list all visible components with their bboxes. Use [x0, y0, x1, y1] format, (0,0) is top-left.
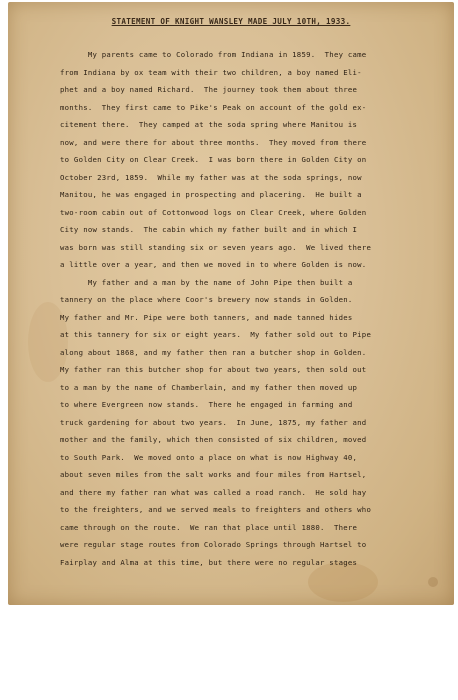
- text-line: to where Evergreen now stands. There he engaged in farming and: [60, 400, 353, 409]
- text-line: Fairplay and Alma at this time, but there were no regular stages: [60, 557, 358, 567]
- text-line: at this tannery for six or eight years. My father sold out to Pipe: [60, 330, 372, 339]
- text-line: months. They first came to Pike's Peak on account of the gold ex-: [60, 102, 367, 112]
- text-line: along about 1868, and my father then ran a butcher shop in Golden.: [60, 347, 367, 357]
- text-line: mother and the family, which then consisted of six children, moved: [60, 435, 367, 444]
- text-line: to Golden City on Clear Creek. I was born there in Golden City on: [60, 155, 367, 164]
- text-line: a little over a year, and then we moved in to where Golden is now.: [60, 260, 367, 269]
- document-page: [8, 2, 454, 605]
- text-line: tannery on the place where Coor's brewery now stands in Golden.: [60, 295, 353, 304]
- paper-mark: [428, 577, 438, 587]
- text-line: October 23rd, 1859. While my father was at the soda springs, now: [60, 172, 362, 182]
- text-line: truck gardening for about two years. In June, 1875, my father and: [60, 417, 367, 427]
- text-line: to the freighters, and we served meals to freighters and others who: [60, 505, 372, 514]
- text-line: from Indiana by ox team with their two children, a boy named Eli-: [60, 67, 362, 77]
- text-line: now, and were there for about three months. They moved from there: [60, 137, 367, 147]
- text-line: citement there. They camped at the soda spring where Manitou is: [60, 120, 358, 129]
- text-line: My father ran this butcher shop for about two years, then sold out: [60, 365, 367, 374]
- text-line: came through on the route. We ran that place until 1880. There: [60, 522, 358, 532]
- text-line: to a man by the name of Chamberlain, and my father then moved up: [60, 382, 358, 392]
- text-line: were regular stage routes from Colorado Springs through Hartsel to: [60, 540, 367, 549]
- text-line: and there my father ran what was called a road ranch. He sold hay: [60, 487, 367, 497]
- document-title: STATEMENT OF KNIGHT WANSLEY MADE JULY 10TH, 1933.: [111, 17, 351, 26]
- text-line: City now stands. The cabin which my father built and in which I: [60, 225, 358, 234]
- text-line: to South Park. We moved onto a place on what is now Highway 40,: [60, 452, 358, 462]
- document-body: [60, 46, 440, 571]
- text-line: My father and Mr. Pipe were both tanners, and made tanned hides: [60, 312, 353, 322]
- text-line: My parents came to Colorado from Indiana in 1859. They came: [60, 50, 367, 59]
- text-line: phet and a boy named Richard. The journey took them about three: [60, 85, 358, 94]
- text-line: My father and a man by the name of John Pipe then built a: [60, 277, 353, 287]
- text-line: about seven miles from the salt works and four miles from Hartsel,: [60, 470, 367, 479]
- text-line: two-room cabin out of Cottonwood logs on Clear Creek, where Golden: [60, 207, 367, 217]
- text-line: Manitou, he was engaged in prospecting and placering. He built a: [60, 190, 362, 199]
- text-line: was born was still standing six or seven years ago. We lived there: [60, 242, 372, 252]
